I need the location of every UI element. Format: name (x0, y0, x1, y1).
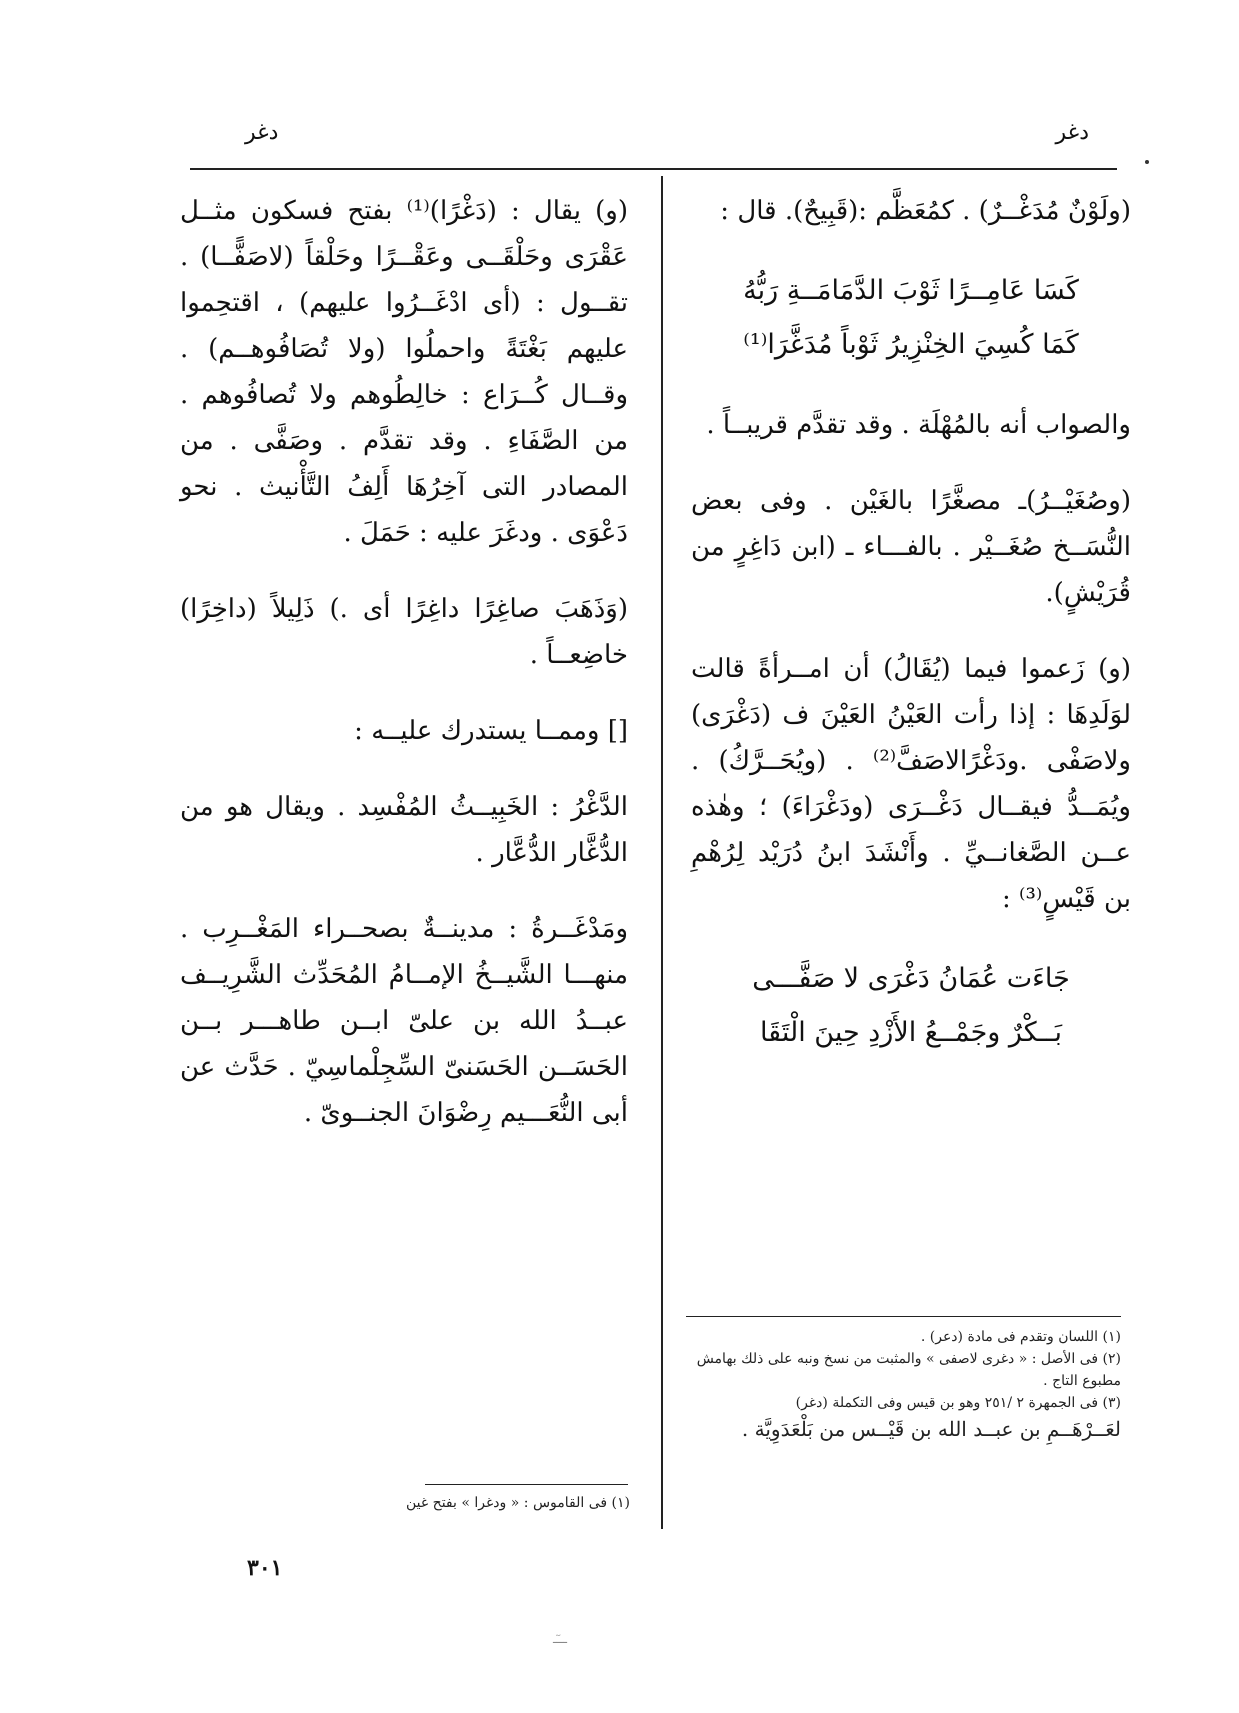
right-column (691, 188, 1131, 1090)
footnote: (٣) فى الجمهرة ٢ /٢٥١ وهو بن قيس وفى التكملة (دغر) (795, 1395, 1121, 1411)
paragraph: (وَذَهَبَ صاغِرًا داغِرًا أى .) ذَلِيلاً (داخِرًا) خاضِعــاً . (180, 594, 628, 670)
footnotes-left (300, 1492, 630, 1514)
verse (691, 952, 1131, 1060)
paragraph: ومَدْغَــرةُ : مدينــةٌ بصحــراء المَغْــرِب . منهـــا الشَّيــخُ الإمــامُ المُحَدِّث الشَّرِيــف عبــدُ الله بن علىّ ابــن طاهـــر بــن الحَسَــن الحَسَنىّ السِّجِلْماسِيّ . حَدَّث عن أبى النُّعَـــيم رِضْوَانَ الجنــوىّ . (180, 914, 628, 1128)
paragraph: الدَّغْرُ : الخَبِيــثُ المُفْسِد . ويقال هو من الدُّغَّار الدُّعَّار . (180, 792, 628, 868)
footnotes-right (681, 1326, 1121, 1444)
footnote: (٢) فى الأصل : « دغرى لاصفى » والمثبت من نسخ ونبه على ذلك بهامش مطبوع التاج . (696, 1351, 1121, 1389)
header-rule (190, 168, 1117, 170)
verse-hemistich: بَــكْرٌ وجَمْــعُ الأَزْدِ حِينَ الْتَقَا (759, 1017, 1063, 1048)
left-column (180, 188, 628, 1166)
verse-hemistich: جَاءَت عُمَانُ دَغْرَى لا صَفَّـــى (752, 963, 1070, 994)
footnote: (١) اللسان وتقدم فى مادة (دعر) . (920, 1329, 1121, 1345)
verse (691, 264, 1131, 372)
column-separator (661, 176, 663, 1529)
footnote-rule (425, 1484, 628, 1485)
verse-hemistich: كَمَا كُسِيَ الخِنْزِيرُ ثَوْباً مُدَغَّرَا⁽¹⁾ (743, 329, 1079, 360)
running-header-left: دغر (245, 120, 279, 145)
paragraph: (و) يقال : (دَغْرًا)⁽¹⁾ بفتح فسكون مثــل عَقْرَى وحَلْقَــى وعَقْــرًا وحَلْقاً (لاصَفًّــا) . تقــول : (أى ادْغَــرُوا عليهم) ، اقتحِموا عليهم بَغْتَةً واحملُوا (ولا تُصَافُوهــم) . وقــال كُــرَاع : خالِطُوهم ولا تُصافُوهم . من الصَّفَاءِ . وقد تقدَّم . وصَفَّى . من المصادر التى آخِرُهَا أَلِفُ التَّأْنيث . نحو دَعْوَى . ودغَرَ عليه : حَمَلَ . (180, 196, 629, 548)
paragraph: (و) زَعموا فيما (يُقَالُ) أن امــرأةً قالت لوَلَدِهَا : إذا رأت العَيْنُ العَيْنَ ف (دَغْرَى) ولاصَفْى .ودَغْرًالاصَفَّ⁽²⁾ . (ويُحَــرَّكُ) . ويُمَــدُّ فيقــال دَغْــرَى (ودَغْرَاءَ) ؛ وهٰذه عــن الصَّغانــيِّ . وأَنْشَدَ ابنُ دُرَيْد لِرُهْمِ بن قَيْسٍ⁽³⁾ : (691, 654, 1131, 914)
running-header-right: دغر (1055, 120, 1089, 145)
paragraph: والصواب أنه بالمُهْلَة . وقد تقدَّم قريبــاً . (706, 410, 1131, 440)
footnote-rule (686, 1316, 1121, 1317)
bottom-mark: ـــٓـ (553, 1632, 568, 1646)
paragraph: (ولَوْنٌ مُدَغْــرٌ) . كمُعَظَّم :(قَبِيحٌ). قال : (720, 196, 1131, 226)
footnote-continuation: لعَــرْهَــمِ بن عبــد الله بن قَيْــس من بَلْعَدَوِيَّة . (741, 1417, 1121, 1441)
paragraph: (وصُغَيْــرُ)ـ مصغَّرًا بالغَيْن . وفى بعض النُّسَــخ صُغَــيْر . بالفـــاء ـ (ابن دَاغِرٍ من قُرَيْشٍ). (691, 486, 1131, 608)
footnote: (١) فى القاموس : « ودغرا » بفتح غين (406, 1495, 630, 1511)
page-number: ٣٠١ (247, 1555, 283, 1581)
verse-hemistich: كَسَا عَامِــرًا ثَوْبَ الدَّمَامَــةِ رَبُّهُ (743, 275, 1079, 306)
paragraph: [] وممــا يستدرك عليــه : (354, 716, 628, 746)
ink-dot (1145, 160, 1149, 164)
